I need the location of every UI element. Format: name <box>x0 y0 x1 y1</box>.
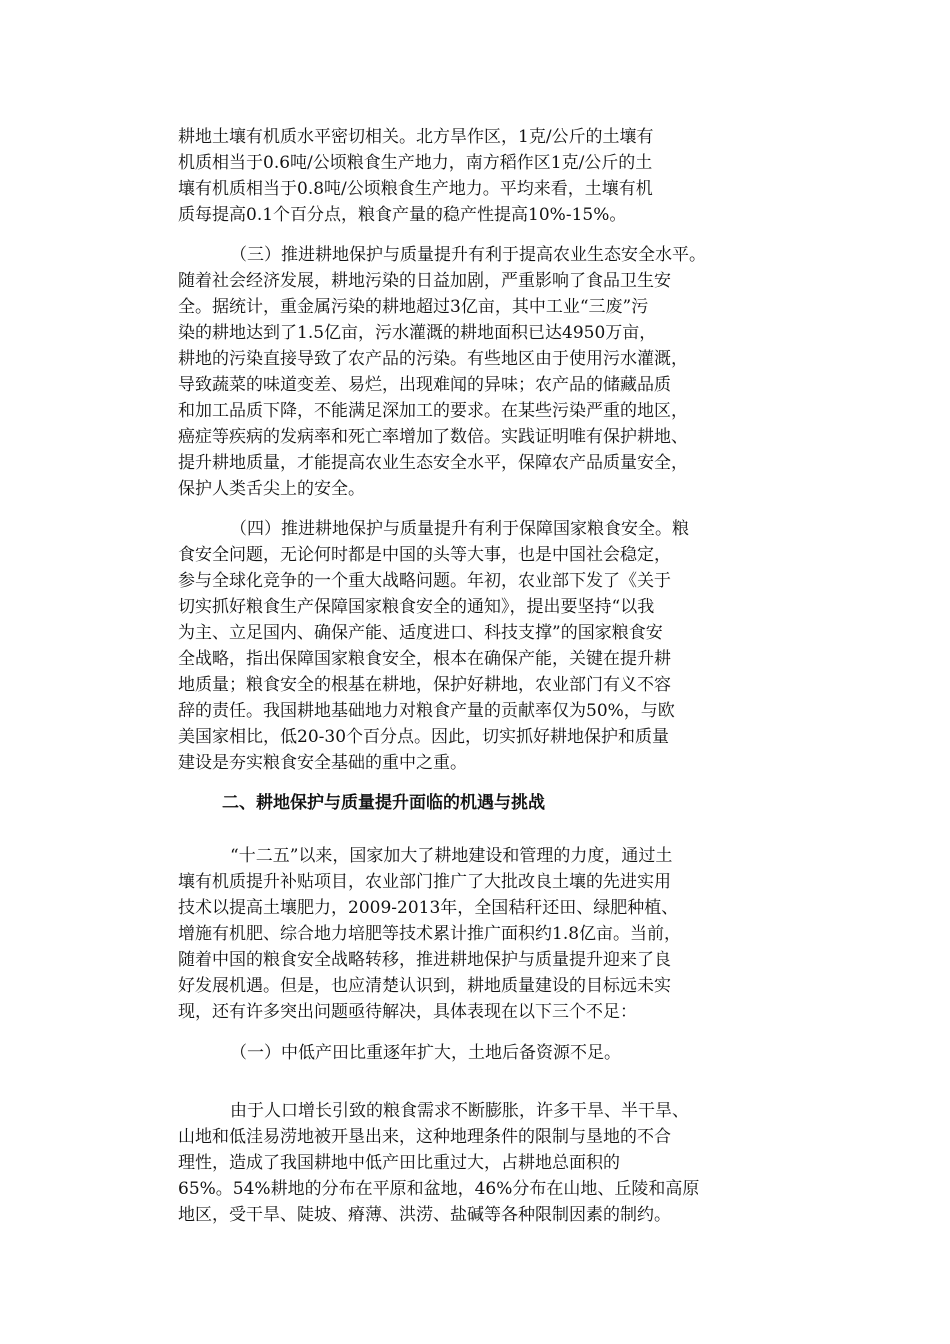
text-line: 地区，受干旱、陡坡、瘠薄、洪涝、盐碱等各种限制因素的制约。 <box>178 1205 671 1225</box>
text-line: 保护人类舌尖上的安全。 <box>178 479 365 499</box>
paragraph-subheading-low-yield <box>178 1040 778 1066</box>
text-line: （三）推进耕地保护与质量提升有利于提高农业生态安全水平。 <box>230 245 706 265</box>
paragraph-population-growth <box>178 1098 778 1228</box>
text-line: 辞的责任。我国耕地基础地力对粮食产量的贡献率仅为50%，与欧 <box>178 701 675 721</box>
text-line: 质每提高0.1个百分点，粮食产量的稳产性提高10%-15%。 <box>178 205 627 225</box>
text-line: 导致蔬菜的味道变差、易烂，出现难闻的异味；农产品的储藏品质 <box>178 375 671 395</box>
text-line: 增施有机肥、综合地力培肥等技术累计推广面积约1.8亿亩。当前， <box>178 924 682 944</box>
text-line: 为主、立足国内、确保产能、适度进口、科技支撑”的国家粮食安 <box>178 623 663 643</box>
text-line: 好发展机遇。但是，也应清楚认识到，耕地质量建设的目标远未实 <box>178 976 671 996</box>
text-line: 癌症等疾病的发病率和死亡率增加了数倍。实践证明唯有保护耕地、 <box>178 427 688 447</box>
text-line: 全。据统计，重金属污染的耕地超过3亿亩，其中工业“三废”污 <box>178 297 649 317</box>
text-line: 切实抓好粮食生产保障国家粮食安全的通知》，提出要坚持“以我 <box>178 597 655 617</box>
text-line: “十二五”以来，国家加大了耕地建设和管理的力度，通过土 <box>230 846 673 866</box>
text-line: 全战略，指出保障国家粮食安全，根本在确保产能，关键在提升耕 <box>178 649 671 669</box>
text-line: 食安全问题，无论何时都是中国的头等大事，也是中国社会稳定， <box>178 545 671 565</box>
text-line: 随着社会经济发展，耕地污染的日益加剧，严重影响了食品卫生安 <box>178 271 671 291</box>
section-heading: 二、耕地保护与质量提升面临的机遇与挑战 <box>222 793 545 813</box>
text-line: 65%。54%耕地的分布在平原和盆地，46%分布在山地、丘陵和高原 <box>178 1179 700 1199</box>
paragraph-opportunities <box>178 843 778 1025</box>
text-line: 耕地土壤有机质水平密切相关。北方旱作区，1克/公斤的土壤有 <box>178 127 654 147</box>
text-line: （一）中低产田比重逐年扩大，土地后备资源不足。 <box>230 1043 621 1063</box>
text-line: 提升耕地质量，才能提高农业生态安全水平，保障农产品质量安全， <box>178 453 688 473</box>
text-line: 耕地的污染直接导致了农产品的污染。有些地区由于使用污水灌溉， <box>178 349 688 369</box>
text-line: 由于人口增长引致的粮食需求不断膨胀，许多干旱、半干旱、 <box>230 1101 689 1121</box>
text-line: 山地和低洼易涝地被开垦出来，这种地理条件的限制与垦地的不合 <box>178 1127 671 1147</box>
text-line: 地质量；粮食安全的根基在耕地，保护好耕地，农业部门有义不容 <box>178 675 671 695</box>
text-line: 理性，造成了我国耕地中低产田比重过大，占耕地总面积的 <box>178 1153 620 1173</box>
text-line: 染的耕地达到了1.5亿亩，污水灌溉的耕地面积已达4950万亩， <box>178 323 657 343</box>
text-line: 壤有机质提升补贴项目，农业部门推广了大批改良土壤的先进实用 <box>178 872 671 892</box>
text-line: 现，还有许多突出问题亟待解决，具体表现在以下三个不足： <box>178 1002 637 1022</box>
paragraph-ecological-safety <box>178 242 778 502</box>
text-line: 参与全球化竞争的一个重大战略问题。年初，农业部下发了《关于 <box>178 571 671 591</box>
text-line: 美国家相比，低20-30个百分点。因此，切实抓好耕地保护和质量 <box>178 727 670 747</box>
paragraph-food-security <box>178 516 778 776</box>
text-line: 机质相当于0.6吨/公顷粮食生产地力，南方稻作区1克/公斤的土 <box>178 153 653 173</box>
paragraph-soil-organic-matter <box>178 124 778 228</box>
text-line: 和加工品质下降，不能满足深加工的要求。在某些污染严重的地区， <box>178 401 688 421</box>
text-line: （四）推进耕地保护与质量提升有利于保障国家粮食安全。粮 <box>230 519 689 539</box>
text-line: 随着中国的粮食安全战略转移，推进耕地保护与质量提升迎来了良 <box>178 950 671 970</box>
text-line: 壤有机质相当于0.8吨/公顷粮食生产地力。平均来看，土壤有机 <box>178 179 653 199</box>
text-line: 技术以提高土壤肥力，2009-2013年，全国秸秆还田、绿肥种植、 <box>178 898 679 918</box>
text-line: 建设是夯实粮食安全基础的重中之重。 <box>178 753 467 773</box>
